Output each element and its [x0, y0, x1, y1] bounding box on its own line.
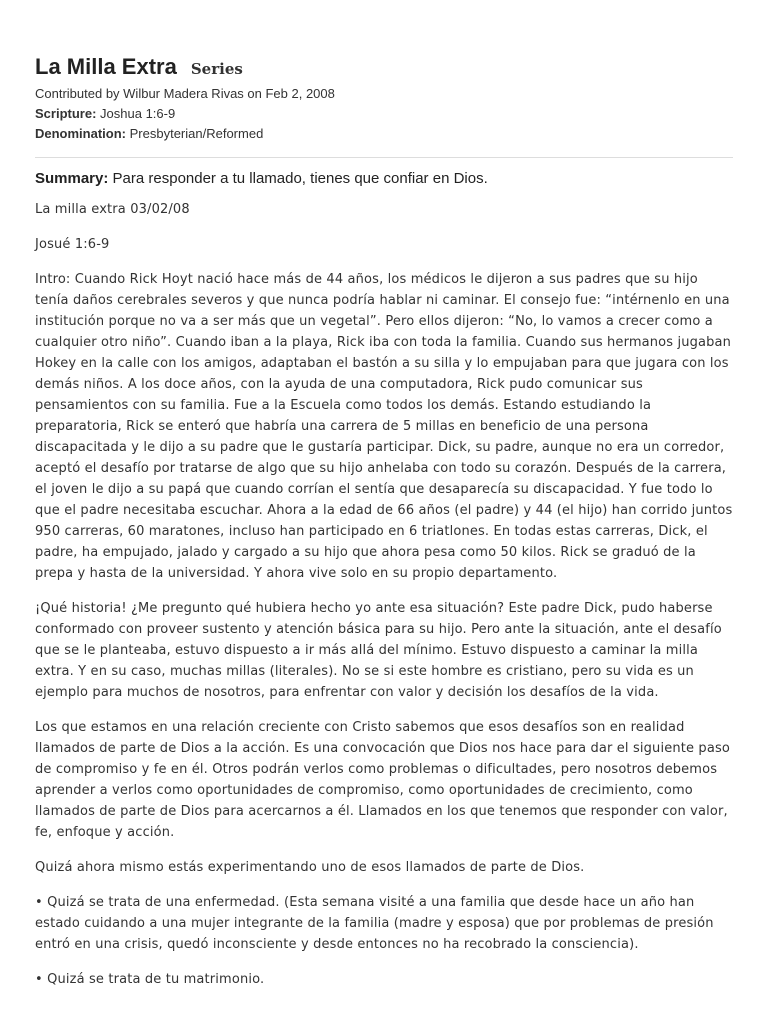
contributed-by: Contributed by Wilbur Madera Rivas on Feb 2, 2008: [35, 86, 335, 101]
paragraph: Josué 1:6-9: [35, 237, 110, 252]
denomination-value[interactable]: Presbyterian/Reformed: [129, 126, 264, 141]
paragraph: Quizá ahora mismo estás experimentando uno de esos llamados de parte de Dios.: [35, 860, 585, 875]
sermon-title: La Milla Extra: [35, 54, 177, 79]
scripture-line: [35, 104, 733, 124]
summary-label: Summary:: [35, 170, 109, 187]
scripture-value[interactable]: Joshua 1:6-9: [100, 106, 176, 121]
denomination-line: [35, 124, 733, 144]
scripture-label: Scripture:: [35, 106, 97, 121]
paragraph: ¡Qué historia! ¿Me pregunto qué hubiera hecho yo ante esa situación? Este padre Dick, pudo haberse conformado con proveer sustento y atención básica para su hijo. Pero ante la situación, ante el desafío que se le planteaba, estuvo dispuesto a ir más allá del mínimo. Estuvo dispuesto a caminar la milla extra. Y en su caso, muchas millas (literales). No se si este hombre es cristiano, pero su vida es un ejemplo para muchos de nosotros, para enfrentar con valor y decisión los desafíos de la vida.: [35, 601, 722, 700]
summary-text: Para responder a tu llamado, tienes que confiar en Dios.: [112, 170, 488, 187]
divider: [35, 157, 733, 158]
bullet-item: • Quizá se trata de tu matrimonio.: [35, 972, 265, 987]
paragraph: Intro: Cuando Rick Hoyt nació hace más de 44 años, los médicos le dijeron a sus padres que su hijo tenía daños cerebrales severos y que nunca podría hablar ni caminar. El consejo fue: “intérnenlo en una institución porque no va a ser más que un vegetal”. Pero ellos dijeron: “No, lo vamos a crecer como a cualquier otro niño”. Cuando iban a la playa, Rick iba con toda la familia. Cuando sus hermanos jugaban Hokey en la calle con los amigos, adaptaban el bastón a su silla y lo empujaban para que jugara con los demás niños. A los doce años, con la ayuda de una computadora, Rick pudo comunicar sus pensamientos con su familia. Fue a la Escuela como todos los demás. Estando estudiando la preparatoria, Rick se enteró que habría una carrera de 5 millas en beneficio de una persona discapacitada y le dijo a su padre que le gustaría participar. Dick, su padre, aunque no era un corredor, aceptó el desafío por tratarse de algo que su hijo anhelaba con todo su corazón. Después de la carrera, el joven le dijo a su papá que cuando corrían el sentía que desaparecía su discapacidad. Y fue todo lo que el padre necesitaba escuchar. Ahora a la edad de 66 años (el padre) y 44 (el hijo) han corrido juntos 950 carreras, 60 maratones, incluso han participado en 6 triatlones. En todas estas carreras, Dick, el padre, ha empujado, jalado y cargado a su hijo que ahora pesa como 50 kilos. Rick se graduó de la prepa y hasta de la universidad. Y ahora vive solo en su propio departamento.: [35, 272, 733, 581]
series-label[interactable]: Series: [190, 60, 243, 78]
bullet-item: • Quizá se trata de una enfermedad. (Esta semana visité a una familia que desde hace un año han estado cuidando a una mujer integrante de la familia (madre y esposa) que por problemas de presión entró en una crisis, quedó inconsciente y desde entonces no ha recobrado la consciencia).: [35, 895, 714, 952]
paragraph: La milla extra 03/02/08: [35, 202, 190, 217]
summary: [35, 170, 733, 187]
title-row: [35, 54, 733, 80]
denomination-label: Denomination:: [35, 126, 126, 141]
paragraph: Los que estamos en una relación creciente con Cristo sabemos que esos desafíos son en realidad llamados de parte de Dios a la acción. Es una convocación que Dios nos hace para dar el siguiente paso de compromiso y fe en él. Otros podrán verlos como problemas o dificultades, pero nosotros debemos aprender a verlos como oportunidades de compromiso, como oportunidades de crecimiento, como llamados de parte de Dios para acercarnos a él. Llamados en los que tenemos que responder con valor, fe, enfoque y acción.: [35, 720, 730, 840]
